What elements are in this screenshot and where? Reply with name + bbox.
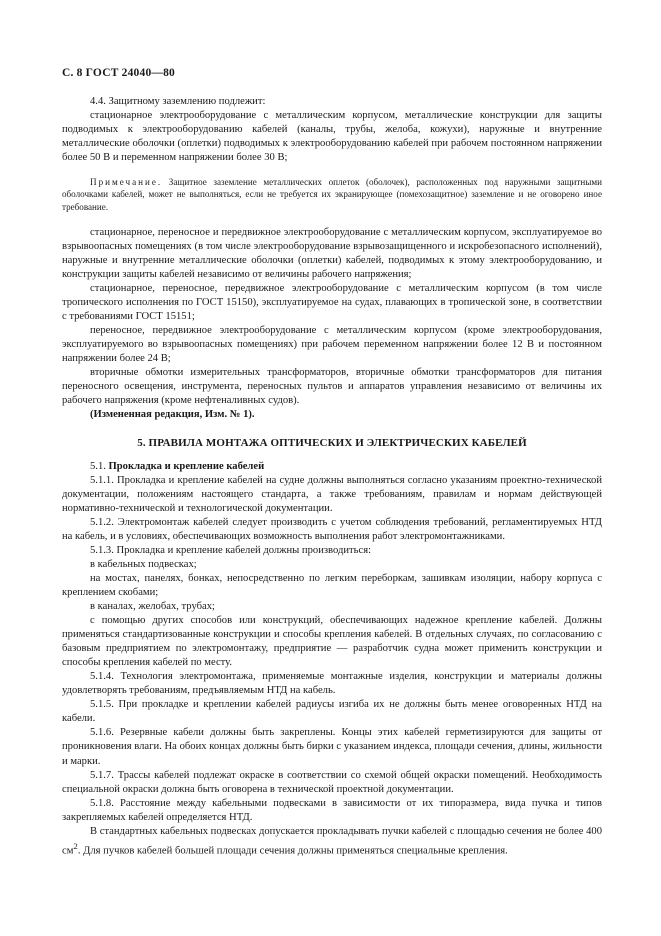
- clause-4-4-item-3: стационарное, переносное, передвижное электрооборудование с металлическим корпусом (в том числе тропического исполнения по ГОСТ 15150), эксплуатируемое на судах, плавающих в тропической зоне, в соответствии с требованиями ГОСТ 15151;: [62, 283, 602, 323]
- clause-5-1-4: 5.1.4. Технология электромонтажа, применяемые монтажные изделия, конструкции и материалы должны удовлетворять требованиям, предъявляемым НТД на кабель.: [62, 671, 602, 697]
- clause-5-1-2: 5.1.2. Электромонтаж кабелей следует производить с учетом соблюдения требований, регламентируемых НТД на кабель, и в условиях, обеспечивающих возможность выполнения работ электромонтажниками.: [62, 516, 602, 542]
- note-text: Защитное заземление металлических оплеток (оболочек), расположенных под наружными защитными оболочками кабелей, может не выполняться, если не требуется их экранирующее (помехозащитное) заземление и не оговорено иное требование.: [62, 177, 602, 212]
- subsection-5-1-heading: [62, 460, 602, 474]
- note: [62, 176, 602, 213]
- clause-5-1-3-item-c: в каналах, желобах, трубах;: [90, 601, 215, 613]
- clause-5-1-8-p2-superscript: 2: [73, 840, 78, 851]
- clause-5-1-3-item-a: в кабельных подвесках;: [90, 558, 197, 570]
- clause-5-1-8: 5.1.8. Расстояние между кабельными подвесками в зависимости от их типоразмера, вида пучка и типов закрепляемых кабелей определяется НТД.: [62, 797, 602, 823]
- page-body: [62, 95, 602, 858]
- section-5-title: 5. ПРАВИЛА МОНТАЖА ОПТИЧЕСКИХ И ЭЛЕКТРИЧЕСКИХ КАБЕЛЕЙ: [137, 436, 527, 449]
- note-label: Примечание.: [90, 177, 163, 188]
- clause-5-1-8-p2-text-a: В стандартных кабельных подвесках допускается прокладывать пучки кабелей с площадью сечения не более 400 см: [62, 825, 602, 857]
- clause-5-1-8-paragraph-2: [62, 825, 602, 859]
- clause-5-1-3: 5.1.3. Прокладка и крепление кабелей должны производиться:: [90, 544, 372, 556]
- amendment-note: (Измененная редакция, Изм. № 1).: [90, 409, 255, 421]
- clause-5-1-3-item-d: с помощью других способов или конструкций, обеспечивающих надежное крепление кабелей. Должны применяться стандартизованные конструкции и способы крепления кабелей. В отдельных случаях, по согласованию с базовым предприятием по электромонтажу, предприятие — разработчик судна может применить конструкции и способы крепления кабелей по месту.: [62, 615, 602, 669]
- clause-5-1-3-item-b: на мостах, панелях, бонках, непосредственно по легким переборкам, зашивкам изоляции, набору корпуса с креплением скобами;: [62, 572, 602, 598]
- subsection-5-1-number: 5.1.: [90, 460, 106, 472]
- clause-5-1-1: 5.1.1. Прокладка и крепление кабелей на судне должны выполняться согласно указаниям проектно-технической документации, положениям настоящего стандарта, а также требованиям, правилам и нормам действующей нормативно-технической и технологической документации.: [62, 474, 602, 514]
- page-header: С. 8 ГОСТ 24040—80: [62, 67, 175, 79]
- clause-4-4-item-1: стационарное электрооборудование с металлическим корпусом, металлические конструкции для защиты подводимых к электрооборудованию кабелей (каналы, трубы, желоба, кожухи), наружные и внутренние металлические оболочки (оплетки) подводимых к электрооборудованию кабелей при рабочем постоянном напряжении более 50 В и переменном напряжении более 30 В;: [62, 110, 602, 164]
- clause-4-4-item-5: вторичные обмотки измерительных трансформаторов, вторичные обмотки трансформаторов для питания переносного освещения, инструмента, переносных пультов и аппаратов управления независимо от величины их рабочего напряжения (кроме нефтеналивных судов).: [62, 367, 602, 407]
- clause-5-1-7: 5.1.7. Трассы кабелей подлежат окраске в соответствии со схемой общей окраски помещений. Необходимость специальной окраски должна быть оговорена в технической проектной документации.: [62, 769, 602, 795]
- clause-4-4-intro: 4.4. Защитному заземлению подлежит:: [90, 96, 266, 107]
- clause-5-1-8-p2-text-b: . Для пучков кабелей большей площади сечения должны применяться специальные крепления.: [77, 845, 508, 857]
- clause-5-1-5: 5.1.5. При прокладке и креплении кабелей радиусы изгиба их не должны быть менее оговоренных НТД на кабели.: [62, 699, 602, 725]
- subsection-5-1-title: Прокладка и крепление кабелей: [108, 460, 265, 472]
- clause-4-4-item-4: переносное, передвижное электрооборудование с металлическим корпусом (кроме электрооборудования, эксплуатируемого во взрывоопасных помещениях) при рабочем переменном напряжении более 12 В и постоянном напряжении более 24 В;: [62, 325, 602, 365]
- clause-4-4-item-2: стационарное, переносное и передвижное электрооборудование с металлическим корпусом, эксплуатируемое во взрывоопасных помещениях (в том числе электрооборудование взрывозащищенного и искробезопасного исполнений), наружные и внутренние металлические оболочки (оплетки) кабелей, подводимых к этому электрооборудованию, и конструкции защиты кабелей независимо от величины рабочего напряжения;: [62, 226, 602, 280]
- clause-5-1-6: 5.1.6. Резервные кабели должны быть закреплены. Концы этих кабелей герметизируются для защиты от проникновения влаги. На обоих концах должны быть бирки с указанием индекса, площади сечения, длины, жильности и марки.: [62, 727, 602, 767]
